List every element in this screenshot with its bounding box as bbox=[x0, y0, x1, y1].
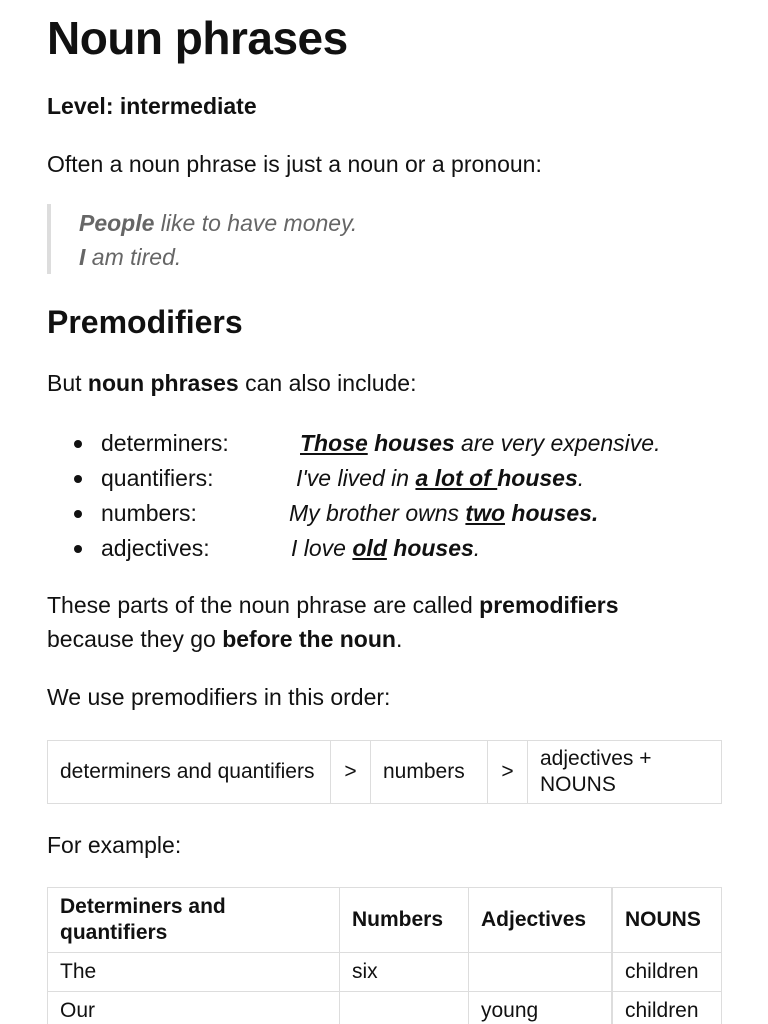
premod-text: These parts of the noun phrase are called bbox=[47, 592, 480, 618]
quote-line-1-bold: People bbox=[79, 210, 155, 236]
include-bold: noun phrases bbox=[87, 370, 239, 396]
example-bold: houses bbox=[393, 535, 474, 561]
table-row bbox=[48, 741, 722, 804]
column-header: NOUNS bbox=[612, 888, 722, 953]
order-separator: > bbox=[331, 741, 371, 804]
example-intro: For example: bbox=[47, 832, 182, 858]
list-item-example bbox=[289, 496, 598, 530]
bullet-dot bbox=[74, 510, 82, 518]
column-header: Numbers bbox=[340, 888, 469, 953]
order-separator: > bbox=[488, 741, 528, 804]
bullet-dot bbox=[74, 475, 82, 483]
order-table bbox=[47, 740, 722, 804]
quote-line-2-rest: am tired. bbox=[85, 244, 182, 270]
table-header-row bbox=[48, 888, 722, 953]
example-blockquote bbox=[47, 204, 551, 274]
include-paragraph bbox=[47, 366, 416, 400]
example-text: I love bbox=[291, 535, 353, 561]
table-cell: The bbox=[48, 953, 340, 992]
list-item-example bbox=[300, 426, 660, 460]
level-label: Level: intermediate bbox=[47, 93, 257, 119]
table-cell: six bbox=[340, 953, 469, 992]
table-cell bbox=[340, 992, 469, 1024]
example-bold: houses bbox=[497, 465, 578, 491]
example-underlined: a lot of bbox=[415, 465, 498, 491]
premod-bold: before the noun bbox=[222, 626, 396, 652]
table-row bbox=[48, 992, 722, 1024]
include-after: can also include: bbox=[238, 370, 417, 396]
list-item-example bbox=[296, 461, 584, 495]
order-intro: We use premodifiers in this order: bbox=[47, 684, 391, 710]
example-bold: houses. bbox=[511, 500, 599, 526]
example-text: . bbox=[577, 465, 585, 491]
list-item-example bbox=[291, 531, 480, 565]
list-item-label: adjectives: bbox=[101, 535, 210, 561]
list-item-label: determiners: bbox=[101, 430, 229, 456]
list-item-label: quantifiers: bbox=[101, 465, 214, 491]
table-cell: Our bbox=[48, 992, 340, 1024]
example-underlined: old bbox=[352, 535, 387, 561]
quote-line-1 bbox=[79, 206, 357, 240]
quote-line-2-bold: I bbox=[79, 244, 86, 270]
column-header: Determiners and quantifiers bbox=[48, 888, 340, 953]
bullet-dot bbox=[74, 440, 82, 448]
premod-bold: premodifiers bbox=[479, 592, 619, 618]
example-text: are very expensive. bbox=[454, 430, 661, 456]
example-bold: houses bbox=[367, 430, 455, 456]
premodifier-paragraph-line-2 bbox=[47, 622, 402, 656]
column-header: Adjectives bbox=[469, 888, 613, 953]
table-cell: children bbox=[612, 992, 722, 1024]
bullet-dot bbox=[74, 545, 82, 553]
list-item-label: numbers: bbox=[101, 500, 197, 526]
table-cell: young bbox=[469, 992, 613, 1024]
example-table bbox=[47, 887, 722, 1024]
example-text: I've lived in bbox=[296, 465, 416, 491]
table-cell: children bbox=[612, 953, 722, 992]
quote-line-2 bbox=[79, 240, 181, 274]
premod-text: because they go bbox=[47, 626, 223, 652]
premod-text: . bbox=[395, 626, 403, 652]
premodifier-paragraph-line-1 bbox=[47, 588, 619, 622]
example-underlined: Those bbox=[300, 430, 368, 456]
order-cell-adjectives: adjectives + NOUNS bbox=[528, 741, 722, 804]
order-cell-numbers: numbers bbox=[371, 741, 488, 804]
example-text: My brother owns bbox=[289, 500, 466, 526]
section-title-premodifiers: Premodifiers bbox=[47, 304, 243, 340]
example-text: . bbox=[473, 535, 481, 561]
page-title: Noun phrases bbox=[47, 12, 348, 64]
include-before: But bbox=[47, 370, 88, 396]
example-underlined: two bbox=[465, 500, 506, 526]
table-cell bbox=[469, 953, 613, 992]
order-cell-determiners: determiners and quantifiers bbox=[48, 741, 331, 804]
table-row bbox=[48, 953, 722, 992]
intro-paragraph: Often a noun phrase is just a noun or a pronoun: bbox=[47, 151, 542, 177]
quote-line-1-rest: like to have money. bbox=[154, 210, 358, 236]
